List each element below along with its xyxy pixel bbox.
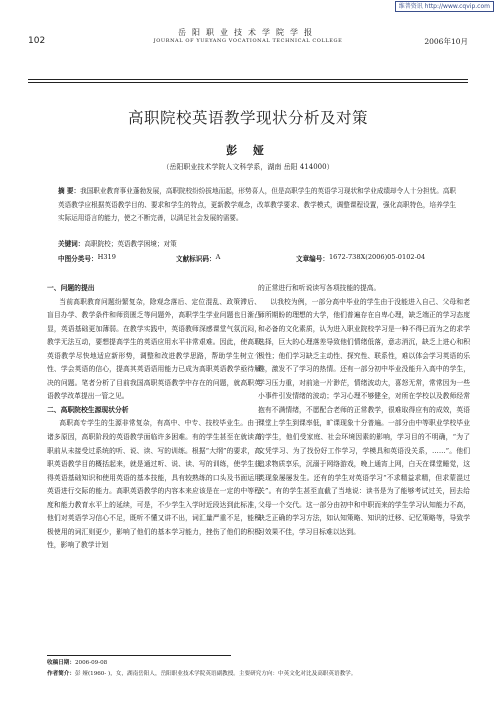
paragraph: 当前高职教育问题纷繁复杂，除观念落后、定位混乱、政策滞后、盲目办学、教学条件和师资匮乏等问题外，高职学生学业问题也日渐凸显，英语基础更加薄弱。在教学实践中，英语教师深感课堂气氛沉闷，教学无法互动，要想提高学生的英语应用水平非常艰难。因此，使高职英语教学尽快地适应新形势，调整和改进教学思路，帮助学生树立个性、学会英语的信心，提高其英语语用能力已成为高职英语教学亟待解决的问题。笔者分析了目前我国高职英语教学中存在的问题，就高职英语教学改革提出一管之见。 [47, 297, 261, 401]
body-column-left [47, 282, 261, 553]
paragraph: 的正常进行和听说读写各项技能的提高。 [258, 284, 381, 292]
clc-label: 中图分类号： [58, 255, 98, 263]
article-no-value: 1672-738X(2006)05-0102-04 [328, 253, 426, 261]
body-column-right [258, 282, 470, 539]
abstract-text: 我国职业教育事业蓬勃发展，高职院校纷纷拔地而起，形势喜人，但是高职学生的英语学习现状和学业成绩却令人十分担忧。高职英语教学应根据英语教学目的、要求和学生的特点，更新教学观念，改革教学要求、教学模式，调整课程设置，强化高职特色，培养学生实际运用语言的能力，使之不断完善，以满足社会发展的需要。 [58, 187, 457, 223]
author-affiliation: （岳阳职业技术学院人文科学系，湖南 岳阳 414000） [162, 163, 334, 171]
article-title: 高职院校英语教学现状分析及对策 [127, 109, 368, 127]
paragraph: 以我校为例，一部分高中毕业的学生由于没能进入自己、父母和老师所期盼的理想的大学，他们普遍存在自卑心理，缺乏端正的学习态度和必备的文化素质，认为进入职业院校学习是一种不得已而为之的求学选择，巨大的心理落差导致他们情绪低落，意志消沉，缺乏上进心和积极性；他们学习缺乏主动性、探究性、联系性，难以体会学习英语的乐趣，激发不了学习的热情。还有一部分初中毕业没能升入高中的学生，学习压力重，对前途一片渺茫，情绪波动大，喜怒无常，常常因为一些小事件引发情绪的波动；学习心理不够健全，对所在学校以及教师经常抱有不满情绪，不愿配合老师的正常教学，很难取得应有的成效，英语课堂上学生到课率低，旷课现象十分普遍。一部分由中等职业学校毕业的学生，他们受家庭、社会环境因素的影响，学习目的不明确，“为了文凭学习、为了找份好工作学习，学模具和英语没关系，……”。他们追求物质享乐，沉溺于网络游戏，晚上通宵上网，白天在课堂睡觉，这类现象屡屡发生。还有的学生对英语学习“不求精益求精，但求蒙混过关”。有的学生甚至直截了当地说：读书是为了能够考试过关，回去给父母一个交代。这一部分由初中和中职而来的学生学习认知能力不高，缺乏正确的学习方法，如认知策略、知识的迁移、记忆策略等，导致学习效果不佳，学习目标难以达到。 [258, 297, 470, 536]
keywords-line [58, 238, 177, 248]
footnote-rule [47, 655, 231, 656]
running-header [28, 27, 468, 53]
abstract-label: 摘 要： [58, 187, 81, 195]
doc-code-value: A [215, 253, 221, 261]
watermark: 维普资讯 http://www.cqvip.com [395, 1, 494, 12]
received-label: 收稿日期： [47, 660, 75, 666]
doc-code-label: 文献标识码： [176, 255, 216, 263]
author-bio: 彭 娅(1960- )，女，湖南岳阳人，岳阳职业技术学院英语副教授。主要研究方向：中英文化对比及高职英语教学。 [74, 671, 357, 677]
doc-code-line [176, 253, 221, 263]
clc-value: H319 [97, 253, 116, 261]
journal-name-cn: 岳阳职业技术学院学报 [178, 28, 318, 37]
keywords-text: 高职院校；英语教学困境；对策 [84, 240, 177, 248]
keywords-label: 关键词： [58, 240, 85, 248]
abstract [58, 185, 456, 226]
article-no-line [296, 253, 426, 263]
article-no-label: 文章编号： [296, 255, 329, 263]
received-date: 2006-09-08 [74, 660, 108, 666]
author-bio-line [47, 669, 466, 680]
section-heading-2: 二、高职院校生源现状分析 [47, 405, 129, 414]
journal-name-en: JOURNAL OF YUEYANG VOCATIONAL TECHNICAL COLLEGE [153, 38, 343, 44]
header-rule-thick [28, 79, 468, 80]
page-number: 102 [28, 36, 46, 46]
footnote [47, 658, 466, 680]
section-heading-1: 一、问题的提出 [47, 284, 95, 292]
header-rule-thin [28, 82, 468, 83]
author-name: 彭 娅 [226, 144, 270, 157]
clc-line [58, 253, 116, 263]
received-date-line [47, 658, 466, 669]
issue-date: 2006年10月 [424, 37, 468, 46]
author-bio-label: 作者简介： [47, 671, 75, 677]
paragraph: 高职高专学生的生源非常复杂，有高中、中专、技校毕业生。由于诸多原因，高职阶段的英语教学面临许多困难。有的学生甚至在就读高职前从未接受过系统的听、说、读、写的训练。根据“大纲”的要求，高职英语教学目的概括起来，就是通过听、说、读、写的训练，使学生获得英语基础知识和使用英语的基本技能，具有较熟练的口头及书面运用英语进行交际的能力。高职英语教学的内容本来应该是在一定的中等程度和能力教育水平上的延续，可是，不少学生入学时近段达到此标准，他们对英语学习信心不足，既听不懂又讲不出，词汇量严重不足，能积极使用的词汇则更少，影响了他们的基本学习能力，挫伤了他们的积极性，影响了教学计划 [47, 419, 261, 550]
